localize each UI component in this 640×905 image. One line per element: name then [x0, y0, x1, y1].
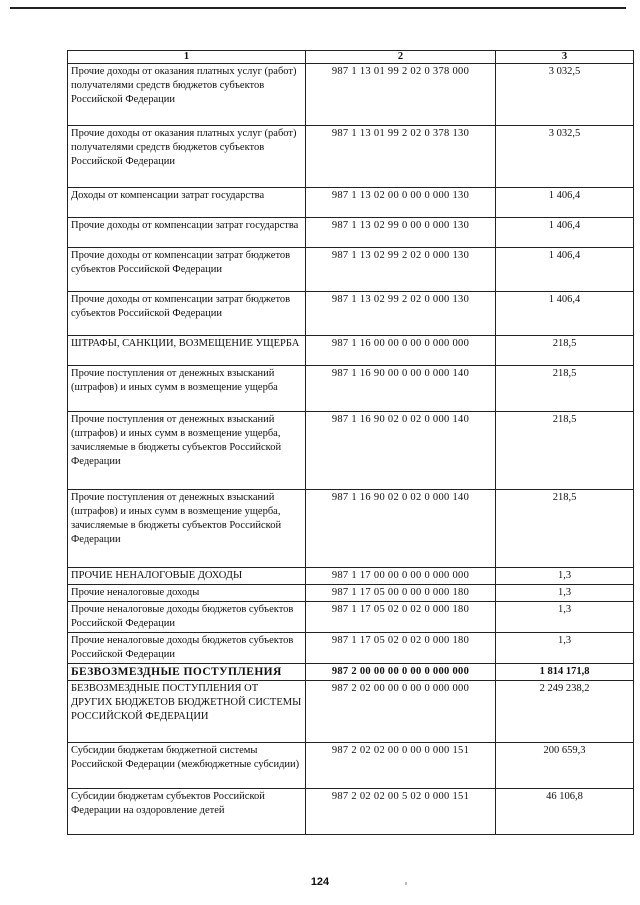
row-code: 987 1 17 00 00 0 00 0 000 000 — [306, 568, 496, 585]
table-row — [68, 64, 634, 126]
row-name: Прочие неналоговые доходы бюджетов субъектов Российской Федерации — [68, 633, 306, 664]
row-amount: 1 406,4 — [496, 218, 634, 248]
table-row — [68, 633, 634, 664]
table-row — [68, 292, 634, 336]
row-code: 987 1 17 05 02 0 02 0 000 180 — [306, 602, 496, 633]
row-amount: 218,5 — [496, 336, 634, 366]
row-name: Прочие поступления от денежных взысканий (штрафов) и иных сумм в возмещение ущерба, зачисляемые в бюджеты субъектов Российской Федерации — [68, 412, 306, 490]
row-amount: 218,5 — [496, 412, 634, 490]
row-name: Прочие неналоговые доходы — [68, 585, 306, 602]
row-amount: 218,5 — [496, 490, 634, 568]
row-amount: 2 249 238,2 — [496, 681, 634, 743]
row-amount: 3 032,5 — [496, 64, 634, 126]
table-row — [68, 412, 634, 490]
row-code: 987 1 16 90 02 0 02 0 000 140 — [306, 412, 496, 490]
table-row — [68, 664, 634, 681]
row-name: Доходы от компенсации затрат государства — [68, 188, 306, 218]
row-amount: 1 814 171,8 — [496, 664, 634, 681]
row-name: ШТРАФЫ, САНКЦИИ, ВОЗМЕЩЕНИЕ УЩЕРБА — [68, 336, 306, 366]
row-amount: 1,3 — [496, 602, 634, 633]
table-row — [68, 126, 634, 188]
table-row — [68, 218, 634, 248]
row-name: ПРОЧИЕ НЕНАЛОГОВЫЕ ДОХОДЫ — [68, 568, 306, 585]
table-row — [68, 490, 634, 568]
row-name: Прочие поступления от денежных взысканий (штрафов) и иных сумм в возмещение ущерба — [68, 366, 306, 412]
page-number: 124 — [310, 876, 330, 888]
row-code: 987 2 02 02 00 5 02 0 000 151 — [306, 789, 496, 835]
top-rule — [10, 7, 626, 9]
row-code: 987 1 16 00 00 0 00 0 000 000 — [306, 336, 496, 366]
row-amount: 3 032,5 — [496, 126, 634, 188]
table-row — [68, 681, 634, 743]
table-row — [68, 789, 634, 835]
row-name: Прочие неналоговые доходы бюджетов субъектов Российской Федерации — [68, 602, 306, 633]
row-name: Прочие доходы от оказания платных услуг (работ) получателями средств бюджетов субъектов Российской Федерации — [68, 126, 306, 188]
header-col-2: 2 — [306, 51, 496, 64]
row-code: 987 1 17 05 02 0 02 0 000 180 — [306, 633, 496, 664]
row-name: Прочие доходы от компенсации затрат бюджетов субъектов Российской Федерации — [68, 292, 306, 336]
table-row — [68, 366, 634, 412]
row-name: БЕЗВОЗМЕЗДНЫЕ ПОСТУПЛЕНИЯ — [68, 664, 306, 681]
table-header-row — [68, 51, 634, 64]
table-row — [68, 602, 634, 633]
table-row — [68, 743, 634, 789]
table-row — [68, 568, 634, 585]
row-amount: 1 406,4 — [496, 188, 634, 218]
row-code: 987 1 13 02 99 2 02 0 000 130 — [306, 248, 496, 292]
header-col-3: 3 — [496, 51, 634, 64]
row-code: 987 2 02 02 00 0 00 0 000 151 — [306, 743, 496, 789]
table-row — [68, 188, 634, 218]
table-row — [68, 248, 634, 292]
row-code: 987 1 16 90 00 0 00 0 000 140 — [306, 366, 496, 412]
budget-revenue-table — [67, 50, 634, 835]
row-code: 987 1 17 05 00 0 00 0 000 180 — [306, 585, 496, 602]
row-code: 987 2 00 00 00 0 00 0 000 000 — [306, 664, 496, 681]
row-name: Прочие доходы от компенсации затрат государства — [68, 218, 306, 248]
row-name: Прочие доходы от компенсации затрат бюджетов субъектов Российской Федерации — [68, 248, 306, 292]
header-col-1: 1 — [68, 51, 306, 64]
row-code: 987 1 13 01 99 2 02 0 378 000 — [306, 64, 496, 126]
table-row — [68, 585, 634, 602]
scan-speck — [405, 882, 407, 885]
row-name: Прочие поступления от денежных взысканий (штрафов) и иных сумм в возмещение ущерба, зачисляемые в бюджеты субъектов Российской Федерации — [68, 490, 306, 568]
row-name: Субсидии бюджетам бюджетной системы Российской Федерации (межбюджетные субсидии) — [68, 743, 306, 789]
row-name: БЕЗВОЗМЕЗДНЫЕ ПОСТУПЛЕНИЯ ОТ ДРУГИХ БЮДЖЕТОВ БЮДЖЕТНОЙ СИСТЕМЫ РОССИЙСКОЙ ФЕДЕРАЦИИ — [68, 681, 306, 743]
row-amount: 1,3 — [496, 568, 634, 585]
row-amount: 1 406,4 — [496, 248, 634, 292]
row-amount: 218,5 — [496, 366, 634, 412]
row-amount: 1,3 — [496, 585, 634, 602]
row-code: 987 1 13 02 00 0 00 0 000 130 — [306, 188, 496, 218]
table-row — [68, 336, 634, 366]
row-code: 987 2 02 00 00 0 00 0 000 000 — [306, 681, 496, 743]
row-name: Прочие доходы от оказания платных услуг (работ) получателями средств бюджетов субъектов Российской Федерации — [68, 64, 306, 126]
row-code: 987 1 13 02 99 2 02 0 000 130 — [306, 292, 496, 336]
row-code: 987 1 13 01 99 2 02 0 378 130 — [306, 126, 496, 188]
row-amount: 46 106,8 — [496, 789, 634, 835]
row-code: 987 1 13 02 99 0 00 0 000 130 — [306, 218, 496, 248]
row-amount: 200 659,3 — [496, 743, 634, 789]
row-code: 987 1 16 90 02 0 02 0 000 140 — [306, 490, 496, 568]
row-amount: 1,3 — [496, 633, 634, 664]
row-amount: 1 406,4 — [496, 292, 634, 336]
row-name: Субсидии бюджетам субъектов Российской Федерации на оздоровление детей — [68, 789, 306, 835]
